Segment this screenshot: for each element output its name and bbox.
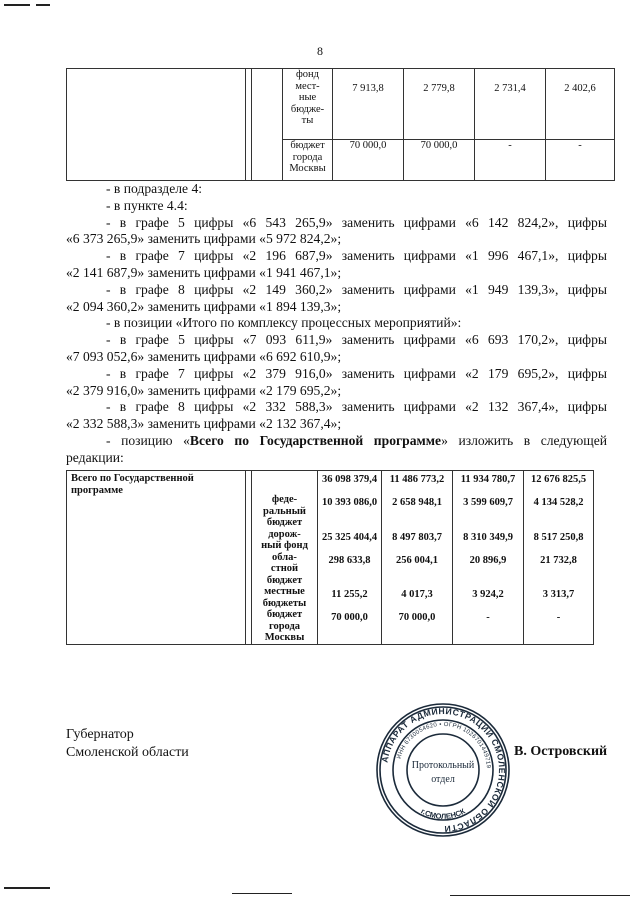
- amendment-line: - в графе 5 цифры «6 543 265,9» заменить цифрами «6 142 824,2», цифры: [106, 214, 607, 230]
- scan-artifact-bottom-left: [4, 887, 50, 889]
- value-cell: 70 000,0: [333, 140, 404, 181]
- amendment-line: - позицию «Всего по Государственной программе» изложить в следующей: [106, 432, 608, 448]
- value-cell: 7 913,8: [333, 69, 404, 140]
- amendment-line: «2 141 687,9» заменить цифрами «1 941 467,1»;: [66, 264, 342, 280]
- amendment-line: - в графе 8 цифры «2 149 360,2» заменить цифрами «1 949 139,3», цифры: [106, 281, 607, 297]
- value-cell: 2 731,4: [475, 69, 546, 140]
- scan-artifact-top-left-2: [36, 4, 50, 6]
- value-cell: -: [475, 140, 546, 181]
- value-column: 11 934 780,7 3 599 609,7 8 310 349,9 20 896,9 3 924,2 -: [453, 471, 524, 645]
- signer-title: Губернатор: [66, 727, 134, 742]
- signer-name: В. Островский: [514, 744, 608, 759]
- value-cell: -: [546, 140, 615, 181]
- stamp-inner-ring-text: ИНН 6730054620 • ОГРН 1026701449719: [396, 721, 492, 769]
- amendment-line: «2 332 588,3» заменить цифрами «2 132 367,4»;: [66, 416, 342, 432]
- budget-table-fragment: [66, 68, 615, 181]
- amendment-line: - в подразделе 4:: [106, 181, 203, 196]
- signer-region: Смоленской области: [66, 745, 189, 760]
- amendment-line: «2 094 360,2» заменить цифрами «1 894 139,3»;: [66, 298, 342, 314]
- amendment-line: - в графе 7 цифры «2 196 687,9» заменить цифрами «1 996 467,1», цифры: [106, 248, 607, 264]
- amendment-line: редакции:: [66, 449, 124, 465]
- program-total-label: Всего по Государственной программе: [67, 471, 246, 645]
- value-column: 36 098 379,4 10 393 086,0 25 325 404,4 298 633,8 11 255,2 70 000,0: [318, 471, 382, 645]
- value-column: 12 676 825,5 4 134 528,2 8 517 250,8 21 732,8 3 313,7 -: [524, 471, 594, 645]
- value-cell: 2 402,6: [546, 69, 615, 140]
- amendment-line: «2 379 916,0» заменить цифрами «2 179 695,2»;: [66, 382, 342, 398]
- svg-text:г.СМОЛЕНСК: [419, 806, 467, 821]
- amendment-line: - в позиции «Итого по комплексу процессных мероприятий»:: [106, 315, 462, 331]
- table-cell-empty: [67, 69, 246, 181]
- scan-artifact-top-left: [4, 4, 30, 6]
- value-cell: 2 779,8: [404, 69, 475, 140]
- scan-artifact-bottom-right: [450, 895, 630, 896]
- amendment-line: - в пункте 4.4:: [106, 197, 188, 213]
- amendments-text: [66, 181, 607, 467]
- table-row: [67, 69, 615, 140]
- amendment-line: - в графе 8 цифры «2 332 588,3» заменить цифрами «2 132 367,4», цифры: [106, 399, 607, 415]
- source-label: бюджет города Москвы: [283, 140, 333, 181]
- program-total-table: [66, 470, 594, 645]
- table-cell-empty: [252, 69, 283, 181]
- page-number: 8: [317, 44, 323, 58]
- official-seal: [373, 700, 513, 840]
- signature-block: [66, 726, 189, 762]
- amendment-line: «7 093 052,6» заменить цифрами «6 692 610,9»;: [66, 348, 342, 364]
- scan-artifact-bottom-mid: [232, 893, 292, 894]
- amendment-line: - в графе 5 цифры «7 093 611,9» заменить цифрами «6 693 170,2», цифры: [106, 332, 607, 348]
- source-label: феде- ральный бюджет дорож- ный фонд обла- стной бюджет местные бюджеты бюджет города Москвы: [252, 471, 318, 645]
- stamp-center-line2: отдел: [431, 774, 455, 785]
- amendment-line: - в графе 7 цифры «2 379 916,0» заменить цифрами «2 179 695,2», цифры: [106, 365, 607, 381]
- amendment-line: «6 373 265,9» заменить цифрами «5 972 824,2»;: [66, 231, 342, 247]
- stamp-city: г.СМОЛЕНСК: [419, 806, 467, 821]
- stamp-center-line1: Протокольный: [411, 760, 475, 771]
- source-label: фонд мест- ные бюдже- ты: [283, 69, 333, 140]
- stamp-ring-text: АППАРАТ АДМИНИСТРАЦИИ СМОЛЕНСКОЙ ОБЛАСТИ: [379, 705, 508, 835]
- value-column: 11 486 773,2 2 658 948,1 8 497 803,7 256 004,1 4 017,3 70 000,0: [382, 471, 453, 645]
- table-row: [67, 471, 594, 645]
- value-cell: 70 000,0: [404, 140, 475, 181]
